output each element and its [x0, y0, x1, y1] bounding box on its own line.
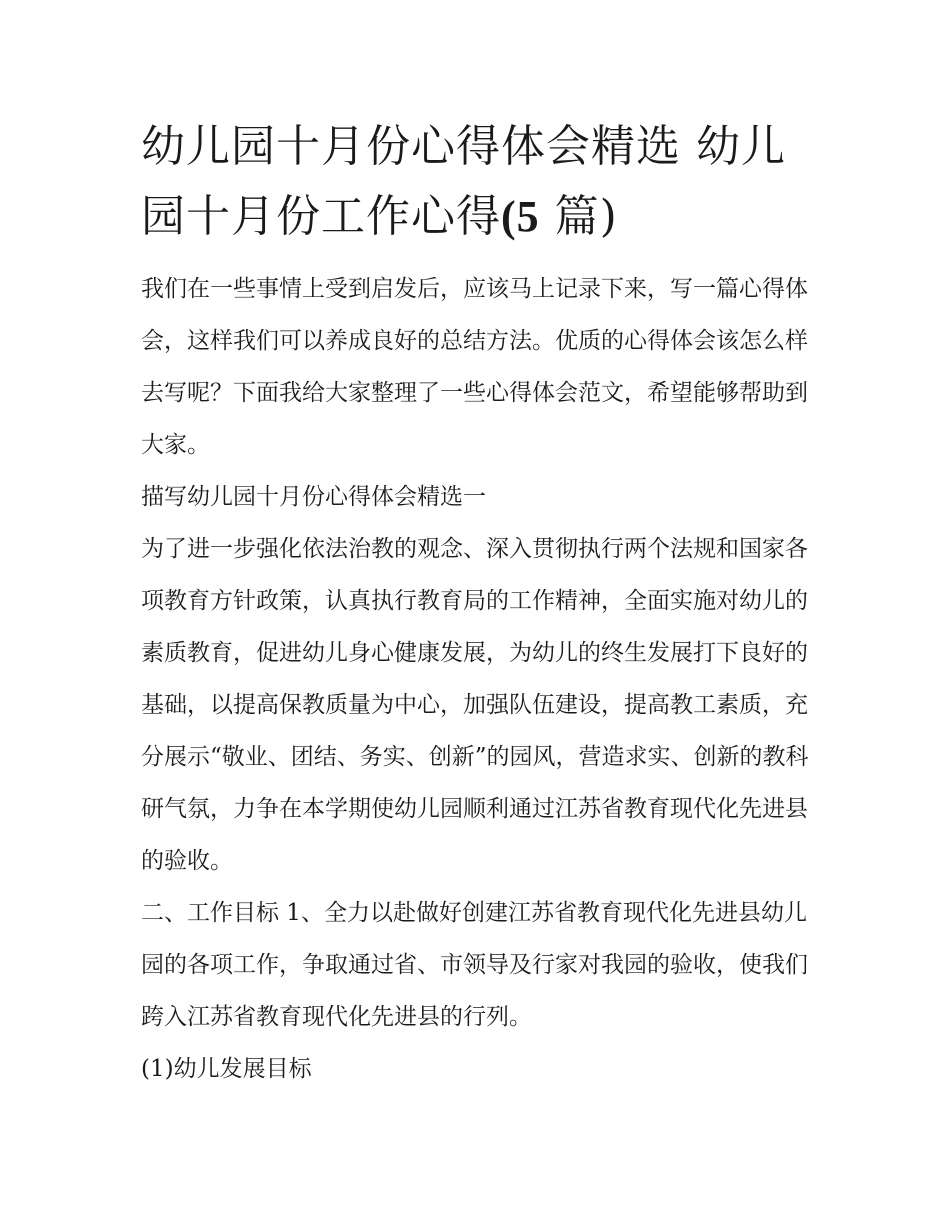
subsection-heading: (1)幼儿发展目标	[141, 1056, 312, 1082]
title-count: (5	[501, 192, 540, 241]
body-paragraph: 为了进一步强化依法治教的观念、深入贯彻执行两个法规和国家各项教育方针政策，认真执行教育局的工作精神，全面实施对幼儿的素质教育，促进幼儿身心健康发展，为幼儿的终生发展打下良好的基础，以提高保教质量为中心，加强队伍建设，提高教工素质，充分展示“敬业、团结、务实、创新”的园风，营造求实、创新的教科研气氛，力争在本学期使幼儿园顺利通过江苏省教育现代化先进县的验收。	[141, 536, 809, 874]
document-title	[141, 112, 811, 252]
title-text: 幼儿园十月份心得体会精选 幼儿园十月份工作心得	[141, 121, 786, 242]
intro-paragraph: 我们在一些事情上受到启发后，应该马上记录下来，写一篇心得体会，这样我们可以养成良好的总结方法。优质的心得体会该怎么样去写呢？下面我给大家整理了一些心得体会范文，希望能够帮助到大家。	[141, 276, 808, 458]
goals-paragraph: 二、工作目标 1、全力以赴做好创建江苏省教育现代化先进县幼儿园的各项工作，争取通过省、市领导及行家对我园的验收，使我们跨入江苏省教育现代化先进县的行列。	[141, 900, 808, 1030]
title-suffix: 篇)	[539, 191, 618, 242]
section-heading: 描写幼儿园十月份心得体会精选一	[141, 484, 486, 510]
document-content	[141, 112, 811, 1095]
